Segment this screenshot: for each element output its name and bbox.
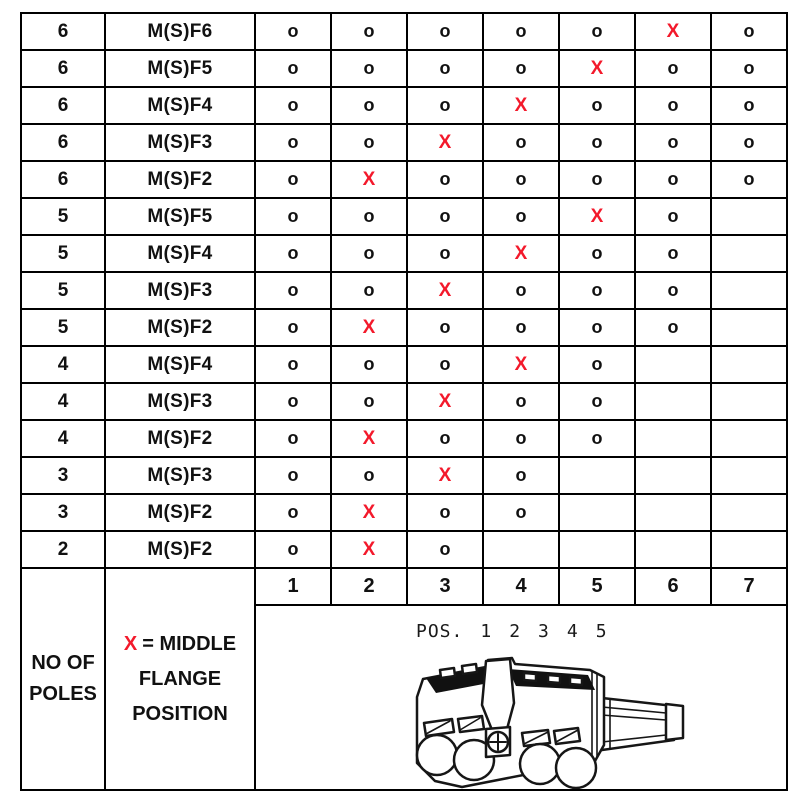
model-name-cell: M(S)F4 bbox=[105, 235, 255, 272]
flange-mark-cell: o bbox=[407, 87, 483, 124]
poles-count-cell: 3 bbox=[21, 457, 105, 494]
flange-mark-cell bbox=[559, 531, 635, 568]
pos-caption-number: 2 bbox=[509, 621, 522, 642]
flange-mark-cell: o bbox=[255, 420, 331, 457]
flange-mark-cell: o bbox=[407, 198, 483, 235]
poles-count-cell: 6 bbox=[21, 50, 105, 87]
model-name-cell: M(S)F3 bbox=[105, 272, 255, 309]
flange-mark-cell: o bbox=[559, 272, 635, 309]
flange-mark-cell: o bbox=[711, 50, 787, 87]
flange-mark-cell: o bbox=[331, 346, 407, 383]
position-number-cell: 4 bbox=[483, 568, 559, 605]
flange-mark-cell: o bbox=[407, 494, 483, 531]
flange-mark-cell: o bbox=[559, 309, 635, 346]
flange-mark-cell bbox=[711, 383, 787, 420]
model-name-cell: M(S)F4 bbox=[105, 346, 255, 383]
flange-mark-cell bbox=[711, 494, 787, 531]
position-number-cell: 5 bbox=[559, 568, 635, 605]
flange-mark-cell: o bbox=[483, 457, 559, 494]
flange-mark-cell: o bbox=[635, 50, 711, 87]
flange-mark-cell bbox=[559, 494, 635, 531]
flange-mark-cell: o bbox=[255, 198, 331, 235]
flange-mark-cell: o bbox=[559, 161, 635, 198]
flange-mark-cell: o bbox=[255, 346, 331, 383]
model-name-cell: M(S)F3 bbox=[105, 124, 255, 161]
flange-mark-cell: X bbox=[331, 494, 407, 531]
flange-mark-cell: X bbox=[635, 13, 711, 50]
model-name-cell: M(S)F2 bbox=[105, 531, 255, 568]
flange-mark-cell: X bbox=[331, 161, 407, 198]
flange-mark-cell: o bbox=[407, 50, 483, 87]
flange-mark-cell: o bbox=[483, 383, 559, 420]
table-row bbox=[21, 13, 787, 50]
flange-mark-cell: o bbox=[483, 161, 559, 198]
table-row bbox=[21, 383, 787, 420]
model-name-cell: M(S)F5 bbox=[105, 198, 255, 235]
flange-mark-cell: o bbox=[255, 383, 331, 420]
flange-mark-cell: o bbox=[331, 383, 407, 420]
poles-count-cell: 5 bbox=[21, 235, 105, 272]
position-number-cell: 3 bbox=[407, 568, 483, 605]
flange-mark-cell bbox=[711, 346, 787, 383]
connector-illustration-cell bbox=[255, 605, 787, 790]
table-row bbox=[21, 198, 787, 235]
flange-mark-cell: o bbox=[483, 124, 559, 161]
flange-mark-cell: X bbox=[331, 531, 407, 568]
poles-count-cell: 2 bbox=[21, 531, 105, 568]
flange-mark-cell: o bbox=[407, 346, 483, 383]
flange-mark-cell: o bbox=[711, 87, 787, 124]
legend-equals-text: = MIDDLE bbox=[142, 632, 237, 655]
flange-mark-cell bbox=[635, 346, 711, 383]
model-name-cell: M(S)F4 bbox=[105, 87, 255, 124]
flange-mark-cell: o bbox=[559, 13, 635, 50]
poles-count-cell: 4 bbox=[21, 346, 105, 383]
flange-mark-cell: o bbox=[331, 87, 407, 124]
poles-header-line2: POLES bbox=[29, 683, 97, 705]
flange-mark-cell bbox=[635, 494, 711, 531]
flange-mark-cell: X bbox=[483, 346, 559, 383]
table-row bbox=[21, 457, 787, 494]
flange-mark-cell: o bbox=[407, 161, 483, 198]
flange-mark-cell: o bbox=[635, 87, 711, 124]
flange-mark-cell: X bbox=[407, 272, 483, 309]
flange-mark-cell: o bbox=[635, 124, 711, 161]
flange-mark-cell bbox=[711, 272, 787, 309]
flange-mark-cell: X bbox=[483, 87, 559, 124]
flange-mark-cell: o bbox=[255, 50, 331, 87]
poles-count-cell: 6 bbox=[21, 87, 105, 124]
flange-mark-cell: X bbox=[331, 309, 407, 346]
pos-caption-number: 1 bbox=[480, 621, 493, 642]
poles-column-header bbox=[21, 568, 105, 790]
position-header-row bbox=[21, 568, 787, 605]
flange-mark-cell: o bbox=[407, 13, 483, 50]
poles-count-cell: 4 bbox=[21, 420, 105, 457]
flange-mark-cell: o bbox=[331, 457, 407, 494]
flange-mark-cell: X bbox=[331, 420, 407, 457]
flange-mark-cell: o bbox=[711, 161, 787, 198]
flange-mark-cell: o bbox=[255, 161, 331, 198]
flange-mark-cell: o bbox=[407, 420, 483, 457]
flange-mark-cell: o bbox=[635, 198, 711, 235]
table-row bbox=[21, 87, 787, 124]
pos-caption-number: 4 bbox=[566, 621, 579, 642]
flange-mark-cell: o bbox=[255, 235, 331, 272]
legend-x-symbol: X bbox=[123, 632, 138, 655]
flange-mark-cell: o bbox=[331, 124, 407, 161]
table-row bbox=[21, 420, 787, 457]
flange-mark-cell: o bbox=[559, 124, 635, 161]
flange-mark-cell: o bbox=[255, 124, 331, 161]
flange-mark-cell: o bbox=[635, 235, 711, 272]
poles-header-line1: NO OF bbox=[31, 652, 95, 674]
flange-mark-cell bbox=[635, 457, 711, 494]
flange-legend bbox=[105, 568, 255, 790]
flange-mark-cell: o bbox=[255, 87, 331, 124]
flange-mark-cell: o bbox=[483, 13, 559, 50]
flange-mark-cell: X bbox=[407, 383, 483, 420]
flange-mark-cell: o bbox=[483, 309, 559, 346]
flange-mark-cell bbox=[711, 309, 787, 346]
flange-mark-cell: o bbox=[559, 420, 635, 457]
model-name-cell: M(S)F3 bbox=[105, 457, 255, 494]
flange-mark-cell: o bbox=[255, 13, 331, 50]
flange-mark-cell: X bbox=[559, 50, 635, 87]
flange-mark-cell: o bbox=[407, 531, 483, 568]
table-row bbox=[21, 50, 787, 87]
flange-mark-cell: o bbox=[331, 272, 407, 309]
flange-mark-cell bbox=[483, 531, 559, 568]
table-row bbox=[21, 531, 787, 568]
table-row bbox=[21, 272, 787, 309]
poles-count-cell: 4 bbox=[21, 383, 105, 420]
flange-mark-cell: o bbox=[483, 272, 559, 309]
pos-caption-label: POS. bbox=[416, 621, 464, 642]
poles-count-cell: 3 bbox=[21, 494, 105, 531]
flange-mark-cell bbox=[559, 457, 635, 494]
flange-mark-cell: o bbox=[255, 272, 331, 309]
flange-mark-cell: o bbox=[331, 198, 407, 235]
flange-mark-cell: o bbox=[483, 420, 559, 457]
flange-mark-cell: X bbox=[483, 235, 559, 272]
pos-caption bbox=[416, 621, 608, 642]
flange-mark-cell: o bbox=[255, 457, 331, 494]
flange-table-body bbox=[21, 13, 787, 568]
table-row bbox=[21, 161, 787, 198]
flange-mark-cell: o bbox=[635, 161, 711, 198]
model-name-cell: M(S)F2 bbox=[105, 309, 255, 346]
flange-mark-cell bbox=[635, 383, 711, 420]
poles-count-cell: 6 bbox=[21, 161, 105, 198]
flange-mark-cell: X bbox=[407, 124, 483, 161]
poles-count-cell: 6 bbox=[21, 13, 105, 50]
flange-mark-cell bbox=[635, 531, 711, 568]
flange-mark-cell bbox=[711, 235, 787, 272]
model-name-cell: M(S)F5 bbox=[105, 50, 255, 87]
position-number-cell: 2 bbox=[331, 568, 407, 605]
flange-mark-cell bbox=[711, 420, 787, 457]
model-name-cell: M(S)F3 bbox=[105, 383, 255, 420]
flange-mark-cell: X bbox=[407, 457, 483, 494]
position-number-cell: 1 bbox=[255, 568, 331, 605]
legend-line3: POSITION bbox=[132, 702, 228, 725]
flange-mark-cell: o bbox=[407, 235, 483, 272]
model-name-cell: M(S)F6 bbox=[105, 13, 255, 50]
flange-mark-cell bbox=[635, 420, 711, 457]
flange-mark-cell: o bbox=[559, 87, 635, 124]
poles-count-cell: 6 bbox=[21, 124, 105, 161]
model-name-cell: M(S)F2 bbox=[105, 420, 255, 457]
flange-mark-cell: X bbox=[559, 198, 635, 235]
flange-mark-cell: o bbox=[483, 494, 559, 531]
flange-mark-cell: o bbox=[559, 235, 635, 272]
flange-mark-cell: o bbox=[711, 13, 787, 50]
flange-mark-cell bbox=[711, 531, 787, 568]
flange-mark-cell bbox=[711, 457, 787, 494]
position-number-cell: 7 bbox=[711, 568, 787, 605]
flange-mark-cell: o bbox=[255, 494, 331, 531]
flange-mark-cell: o bbox=[559, 383, 635, 420]
flange-mark-cell: o bbox=[559, 346, 635, 383]
poles-count-cell: 5 bbox=[21, 309, 105, 346]
table-row bbox=[21, 346, 787, 383]
table-row bbox=[21, 494, 787, 531]
poles-count-cell: 5 bbox=[21, 272, 105, 309]
terminal-block-connector-icon bbox=[402, 643, 702, 789]
flange-mark-cell: o bbox=[483, 198, 559, 235]
flange-mark-cell: o bbox=[255, 531, 331, 568]
flange-mark-cell: o bbox=[711, 124, 787, 161]
flange-mark-cell: o bbox=[331, 235, 407, 272]
flange-mark-cell: o bbox=[407, 309, 483, 346]
table-row bbox=[21, 124, 787, 161]
legend-line2: FLANGE bbox=[138, 667, 222, 690]
flange-mark-cell: o bbox=[483, 50, 559, 87]
flange-mark-cell: o bbox=[255, 309, 331, 346]
flange-mark-cell: o bbox=[331, 50, 407, 87]
flange-mark-cell: o bbox=[331, 13, 407, 50]
flange-mark-cell: o bbox=[635, 272, 711, 309]
model-name-cell: M(S)F2 bbox=[105, 494, 255, 531]
flange-mark-cell bbox=[711, 198, 787, 235]
pos-caption-number: 5 bbox=[595, 621, 608, 642]
table-footer bbox=[21, 568, 787, 790]
model-name-cell: M(S)F2 bbox=[105, 161, 255, 198]
table-row bbox=[21, 235, 787, 272]
table-row bbox=[21, 309, 787, 346]
flange-mark-cell: o bbox=[635, 309, 711, 346]
legend-line1 bbox=[106, 627, 254, 662]
pos-caption-number: 3 bbox=[538, 621, 550, 642]
pos-caption-numbers bbox=[463, 621, 607, 642]
poles-count-cell: 5 bbox=[21, 198, 105, 235]
flange-position-table bbox=[20, 12, 788, 791]
position-number-cell: 6 bbox=[635, 568, 711, 605]
